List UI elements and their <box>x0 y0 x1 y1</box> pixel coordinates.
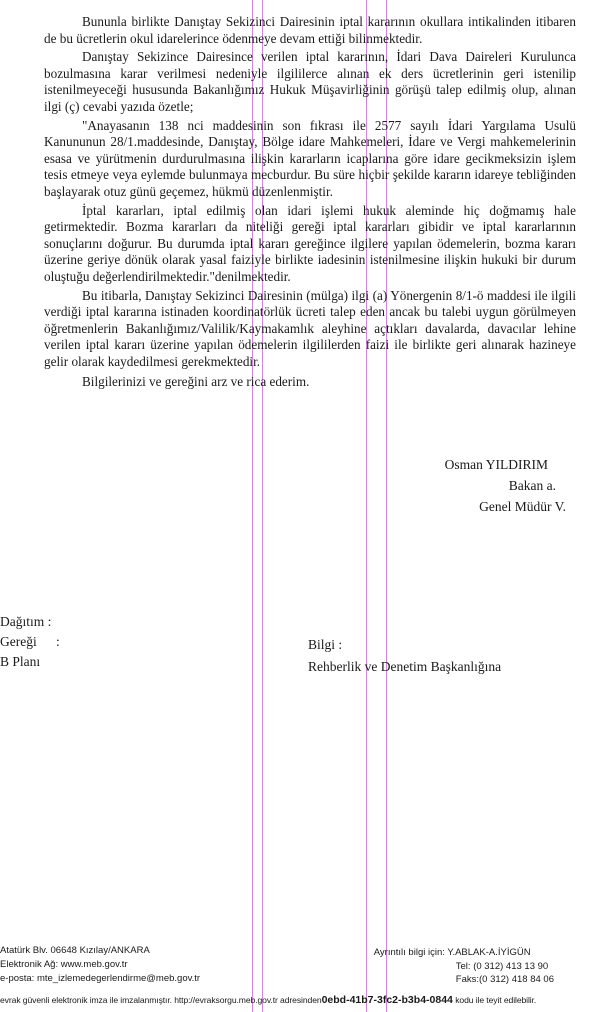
geregi-label: Gereği <box>0 634 37 649</box>
paragraph-4: İptal kararları, iptal edilmiş olan idari işlemi hukuk aleminde hiç doğmamış hale getirmektedir. Bozma kararları da niteliği gereği iptal kararları gibidir ve iptal kararlarının sonuçlarını doğurur. Bu durumda iptal kararı gereğince ilgilere yapılan ödemelerin, bozma kararı üzerine geriye dönük olarak yasal faiziyle birlikte iadesinin istenilmesine ilişkin hukuki bir durum oluştuğu değerlendirilmektedir."denilmektedir. <box>44 202 576 284</box>
paragraph-1: Bununla birlikte Danıştay Sekizinci Dairesinin iptal kararının okullara intikalinden itibaren de bu ücretlerin okul idarelerince ödenmeye devam ettiği bilinmektedir. <box>44 14 576 46</box>
closing-line: Bilgilerinizi ve gereğini arz ve rica ederim. <box>82 374 310 390</box>
info-label: Bilgi : <box>308 637 343 652</box>
footer-address <box>0 944 200 986</box>
signature-block <box>445 454 566 517</box>
verification-suffix: kodu ile teyit edilebilir. <box>455 995 537 1005</box>
email-line: e-posta: mte_izlemedegerlendirme@meb.gov.tr <box>0 973 201 984</box>
fax-line: Faks:(0 312) 418 84 06 <box>455 974 554 985</box>
geregi-colon: : <box>56 634 60 649</box>
footer-contact <box>374 946 554 987</box>
contact-line: Ayrıntılı bilgi için: Y.ABLAK-A.İYİGÜN <box>373 947 531 958</box>
web-line: Elektronik Ağ: www.meb.gov.tr <box>0 959 128 970</box>
verification-prefix: evrak güvenli elektronik imza ile imzalanmıştır. http://evraksorgu.meb.gov.tr adresinden <box>0 995 322 1005</box>
distribution-label: Dağıtım : <box>0 614 52 629</box>
paragraph-2: Danıştay Sekizince Dairesince verilen iptal kararının, İdari Dava Daireleri Kurulunca bozulmasına karar verilmesi nedeniyle ilgililercе alınan ek ders ücretlerinin geri istenilip istenilmeyeceği hususunda Bakanlığımız Hukuk Müşavirliğinin görüşü talep edilmiş olup, alınan ilgi (ç) cevabi yazıda özetle; <box>44 49 576 114</box>
letter-body <box>44 14 576 393</box>
tel-line: Tel: (0 312) 413 13 90 <box>455 960 549 972</box>
distribution-block <box>0 612 60 672</box>
info-recipient: Rehberlik ve Denetim Başkanlığına <box>308 659 502 674</box>
signatory-title-2: Genel Müdür V. <box>479 499 566 514</box>
signatory-name: Osman YILDIRIM <box>444 457 548 472</box>
info-block <box>308 634 501 678</box>
verification-code: 0ebd-41b7-3fc2-b3b4-0844 <box>321 994 453 1006</box>
signatory-title-1: Bakan a. <box>508 478 556 493</box>
paragraph-5: Bu itibarla, Danıştay Sekizinci Dairesinin (mülga) ilgi (a) Yönergenin 8/1-ö maddesi ile ilgili verdiği iptal kararına istinaden koordinatörlük ücreti talep eden ancak bu talebi uygun görülmeyen öğretmenlerin Bakanlığımız/Valilik/Kaymakamlık aleyhine açtıkları davalarda, davacılar lehine verilen iptal kararı üzerine yapılan ödemelerin ilgililerden faizi ile birlikte geri alınarak hazineye gelir olarak kaydedilmesi gerekmektedir. <box>44 287 576 369</box>
verification-line <box>0 994 600 1006</box>
paragraph-3: "Anayasanın 138 nci maddesinin son fıkrası ile 2577 sayılı İdari Yargılama Usulü Kanununun 28/1.maddesinde, Danıştay, Bölge idare Mahkemeleri, İdare ve Vergi mahkemelerinin esasa ve yürütmenin durdurulmasına ilişkin kararların icaplarına göre idare gecikmeksizin işlem tesis etmeye veya eylemde bulunmaya mecburdur. Bu süre hiçbir şekilde kararın idareye tebliğinden başlayarak otuz günü geçemez, hükmü düzenlenmiştir. <box>44 117 576 199</box>
distribution-plan: B Planı <box>0 654 41 669</box>
address-line: Atatürk Blv. 06648 Kızılay/ANKARA <box>0 945 150 956</box>
